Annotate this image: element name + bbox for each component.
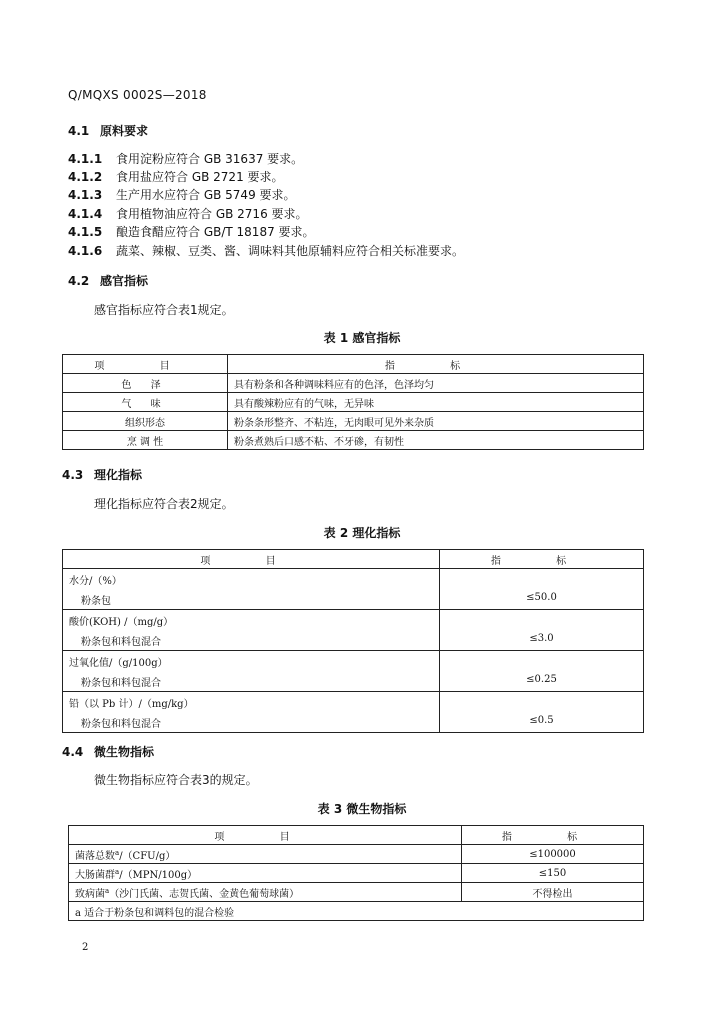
table-row bbox=[63, 393, 644, 412]
item-text: 酿造食醋应符合 GB/T 18187 要求。 bbox=[116, 225, 315, 239]
indicator-cell: 具有粉条和各种调味料应有的色泽，色泽均匀 bbox=[228, 374, 644, 393]
item-number: 4.1.4 bbox=[68, 207, 103, 221]
item-number: 4.1.1 bbox=[68, 152, 103, 166]
footnote-marker: a bbox=[115, 867, 120, 876]
requirement-item bbox=[68, 223, 315, 240]
item-cell bbox=[63, 569, 440, 610]
item-cell: 组织形态 bbox=[63, 412, 228, 431]
table-row bbox=[63, 651, 644, 692]
item-number: 4.1.5 bbox=[68, 225, 103, 239]
item-text: 食用淀粉应符合 GB 31637 要求。 bbox=[116, 152, 304, 166]
table2-caption: 表 2 理化指标 bbox=[323, 526, 401, 540]
header-cell: 指 标 bbox=[462, 826, 644, 845]
value-cell: 不得检出 bbox=[462, 883, 644, 902]
item-value: ≤0.25 bbox=[526, 674, 557, 685]
section-number: 4.2 bbox=[68, 274, 90, 288]
table-row bbox=[63, 569, 644, 610]
item-cell bbox=[63, 610, 440, 651]
item-cell: 大肠菌群$^a$/（MPN/100g） bbox=[69, 864, 462, 883]
item-subtype: 粉条包和料包混合 bbox=[81, 719, 161, 730]
value-cell bbox=[440, 692, 644, 733]
table-header-row bbox=[63, 550, 644, 569]
table-header-row bbox=[63, 355, 644, 374]
value-cell bbox=[440, 610, 644, 651]
requirement-item bbox=[68, 150, 303, 167]
section-title: 原料要求 bbox=[100, 124, 149, 138]
item-subtype: 粉条包和料包混合 bbox=[81, 678, 161, 689]
header-cell: 指 标 bbox=[228, 355, 644, 374]
indicator-cell: 具有酸辣粉应有的气味，无异味 bbox=[228, 393, 644, 412]
item-value: ≤50.0 bbox=[526, 592, 557, 603]
table-row bbox=[63, 610, 644, 651]
microbiological-table bbox=[68, 825, 644, 921]
item-cell: 菌落总数$^a$/（CFU/g） bbox=[69, 845, 462, 864]
value-cell bbox=[440, 569, 644, 610]
header-cell: 项 目 bbox=[69, 826, 462, 845]
item-value: ≤3.0 bbox=[529, 633, 554, 644]
item-subtype: 粉条包和料包混合 bbox=[81, 637, 161, 648]
item-name: 酸价(KOH) /（mg/g） bbox=[69, 617, 174, 628]
item-number: 4.1.3 bbox=[68, 188, 103, 202]
item-text: 食用植物油应符合 GB 2716 要求。 bbox=[116, 207, 308, 221]
section-paragraph: 微生物指标应符合表3的规定。 bbox=[94, 773, 258, 787]
value-cell bbox=[440, 651, 644, 692]
item-value: ≤0.5 bbox=[529, 715, 554, 726]
item-cell: 色 泽 bbox=[63, 374, 228, 393]
item-cell: 烹 调 性 bbox=[63, 431, 228, 450]
item-number: 4.1.6 bbox=[68, 244, 103, 258]
section-heading-4-1 bbox=[68, 122, 148, 139]
item-text: 生产用水应符合 GB 5749 要求。 bbox=[116, 188, 296, 202]
section-heading-4-4 bbox=[62, 743, 154, 760]
section-number: 4.4 bbox=[62, 745, 84, 759]
item-text: 蔬菜、辣椒、豆类、酱、调味料其他原辅料应符合相关标准要求。 bbox=[116, 244, 465, 258]
section-number: 4.1 bbox=[68, 124, 90, 138]
section-title: 微生物指标 bbox=[94, 745, 155, 759]
header-cell: 项 目 bbox=[63, 355, 228, 374]
item-number: 4.1.2 bbox=[68, 170, 103, 184]
table3-caption: 表 3 微生物指标 bbox=[317, 802, 407, 816]
item-name: 铅（以 Pb 计）/（mg/kg） bbox=[69, 699, 194, 710]
table-row bbox=[63, 431, 644, 450]
header-cell: 指 标 bbox=[440, 550, 644, 569]
section-title: 感官指标 bbox=[100, 274, 149, 288]
item-cell: 致病菌$^a$（沙门氏菌、志贺氏菌、金黄色葡萄球菌） bbox=[69, 883, 462, 902]
table-row bbox=[69, 864, 644, 883]
footnote-marker: a bbox=[115, 848, 120, 857]
requirement-item bbox=[68, 168, 284, 185]
item-cell bbox=[63, 651, 440, 692]
table-header-row bbox=[69, 826, 644, 845]
item-text: 食用盐应符合 GB 2721 要求。 bbox=[116, 170, 284, 184]
indicator-cell: 粉条条形整齐、不粘连，无肉眼可见外来杂质 bbox=[228, 412, 644, 431]
value-cell: ≤100000 bbox=[462, 845, 644, 864]
value-cell: ≤150 bbox=[462, 864, 644, 883]
document-code: Q/MQXS 0002S—2018 bbox=[68, 88, 207, 102]
indicator-cell: 粉条煮熟后口感不粘、不牙碜，有韧性 bbox=[228, 431, 644, 450]
header-cell: 项 目 bbox=[63, 550, 440, 569]
section-heading-4-3 bbox=[62, 466, 142, 483]
section-title: 理化指标 bbox=[94, 468, 143, 482]
section-paragraph: 感官指标应符合表1规定。 bbox=[94, 303, 234, 317]
item-cell bbox=[63, 692, 440, 733]
section-heading-4-2 bbox=[68, 272, 148, 289]
requirement-item bbox=[68, 205, 308, 222]
table-footnote-row bbox=[69, 902, 644, 921]
table-row bbox=[63, 412, 644, 431]
sensory-table bbox=[62, 354, 644, 450]
table-row bbox=[63, 374, 644, 393]
page-number: 2 bbox=[82, 942, 89, 953]
table-row bbox=[69, 883, 644, 902]
item-name: 过氧化值/（g/100g） bbox=[69, 658, 168, 669]
physicochemical-table bbox=[62, 549, 644, 733]
table-row bbox=[63, 692, 644, 733]
table-footnote: a 适合于粉条包和调料包的混合检验 bbox=[69, 902, 644, 921]
section-number: 4.3 bbox=[62, 468, 84, 482]
item-cell: 气 味 bbox=[63, 393, 228, 412]
requirement-item bbox=[68, 186, 296, 203]
requirement-item bbox=[68, 242, 464, 259]
footnote-marker: a bbox=[105, 886, 110, 895]
section-paragraph: 理化指标应符合表2规定。 bbox=[94, 497, 234, 511]
table-row bbox=[69, 845, 644, 864]
item-subtype: 粉条包 bbox=[81, 596, 111, 607]
table1-caption: 表 1 感官指标 bbox=[323, 331, 401, 345]
item-name: 水分/（%） bbox=[69, 576, 122, 587]
